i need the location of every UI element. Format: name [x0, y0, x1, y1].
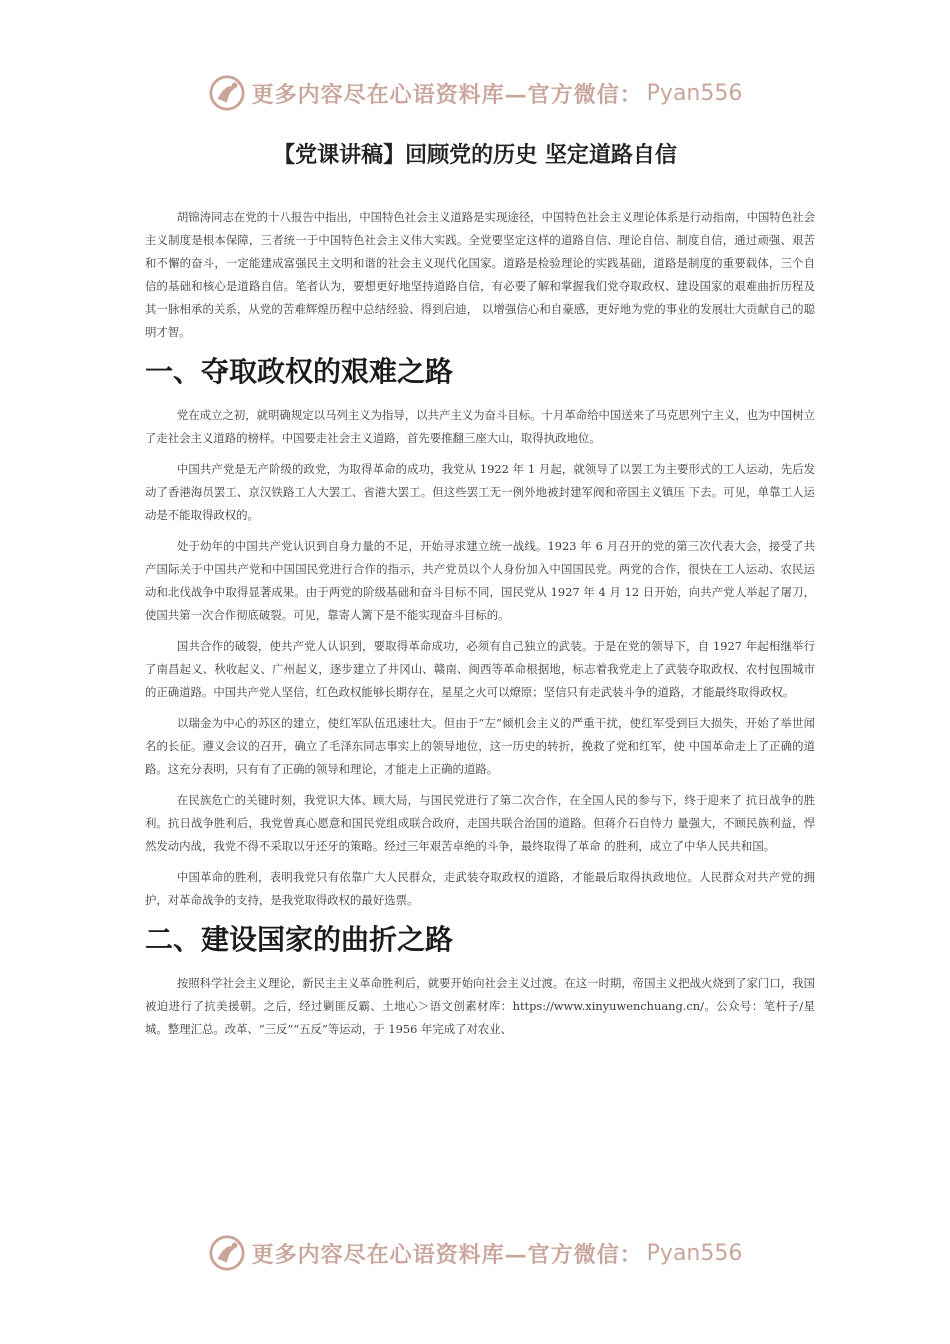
body-paragraph: 处于幼年的中国共产党认识到自身力量的不足，开始寻求建立统一战线。1923 年 6 月召开的党的第三次代表大会，接受了共产国际关于中国共产党和中国国民党进行合作的指示，共产党员以个人身份加入中国国民党。两党的合作，很快在工人运动、农民运动和北伐战争中取得显著成果。由于两党的阶级基础和奋斗目标不同，国民党从 1927 年 4 月 12 日开始，向共产党人举起了屠刀，使国共第一次合作彻底破裂。可见，靠寄人篱下是不能实现奋斗目标的。 — [145, 539, 815, 622]
banner-wechat-id: Pyan556 — [646, 80, 743, 106]
section-heading: 一、夺取政权的艰难之路 — [145, 355, 454, 388]
document-title: 【党课讲稿】回顾党的历史 坚定道路自信 — [273, 143, 677, 168]
intro-paragraph: 胡锦涛同志在党的十八报告中指出，中国特色社会主义道路是实现途径，中国特色社会主义理论体系是行动指南，中国特色社会主义制度是根本保障，三者统一于中国特色社会主义伟大实践。全党要坚定这样的道路自信、理论自信、制度自信，通过顽强、艰苦和不懈的奋斗，一定能建成富强民主文明和谐的社会主义现代化国家。道路是检验理论的实践基础，道路是制度的重要载体，三个自信的基础和核心是道路自信。笔者认为，要想更好地坚持道路自信，有必要了解和掌握我们党夺取政权、建设国家的艰难曲折历程及其一脉相承的关系，从党的苦难辉煌历程中总结经验、得到启迪， 以增强信心和自豪感，更好地为党的事业的发展壮大贡献自己的聪明才智。 — [145, 210, 815, 339]
body-paragraph: 按照科学社会主义理论，新民主主义革命胜利后，就要开始向社会主义过渡。在这一时期，帝国主义把战火烧到了家门口，我国被迫进行了抗美援朝。之后，经过剿匪反霸、土地心＞语文创素材库：https://www.xinyuwenchuang.cn/。公众号：笔杆子/星城。整理汇总。改革、“三反”“五反”等运动，于 1956 年完成了对农业、 — [145, 976, 815, 1036]
seal-logo-icon — [208, 74, 246, 112]
body-paragraph: 中国革命的胜利，表明我党只有依靠广大人民群众，走武装夺取政权的道路，才能最后取得执政地位。人民群众对共产党的拥护，对革命战争的支持，是我党取得政权的最好选票。 — [145, 870, 815, 907]
body-paragraph: 党在成立之初，就明确规定以马列主义为指导，以共产主义为奋斗目标。十月革命给中国送来了马克思列宁主义，也为中国树立了走社会主义道路的榜样。中国要走社会主义道路，首先要推翻三座大山，取得执政地位。 — [145, 408, 815, 445]
document-body — [145, 206, 815, 1049]
section-heading: 二、建设国家的曲折之路 — [145, 923, 454, 956]
header-watermark-banner — [0, 68, 950, 118]
banner-slogan: 更多内容尽在心语资料库—官方微信： — [251, 81, 643, 108]
body-paragraph: 以瑞金为中心的苏区的建立，使红军队伍迅速壮大。但由于“左”倾机会主义的严重干扰，使红军受到巨大损失，开始了举世闻名的长征。遵义会议的召开，确立了毛泽东同志事实上的领导地位，这一历史的转折，挽救了党和红军，使 中国革命走上了正确的道路。这充分表明，只有有了正确的领导和理论，才能走上正确的道路。 — [145, 716, 815, 776]
footer-watermark-banner — [0, 1228, 950, 1278]
body-paragraph: 国共合作的破裂，使共产党人认识到，要取得革命成功，必须有自己独立的武装。于是在党的领导下，自 1927 年起相继举行了南昌起义、秋收起义、广州起义，逐步建立了井冈山、赣南、闽西等革命根据地，标志着我党走上了武装夺取政权、农村包围城市的正确道路。中国共产党人坚信，红色政权能够长期存在，星星之火可以燎原；坚信只有走武装斗争的道路，才能最终取得政权。 — [145, 639, 815, 699]
banner-wechat-id: Pyan556 — [646, 1240, 743, 1266]
seal-logo-icon — [208, 1234, 246, 1272]
body-paragraph: 在民族危亡的关键时刻，我党识大体、顾大局，与国民党进行了第二次合作，在全国人民的参与下，终于迎来了 抗日战争的胜利。抗日战争胜利后，我党曾真心愿意和国民党组成联合政府，走国共联合治国的道路。但蒋介石自恃力 量强大，不顾民族利益，悍然发动内战，我党不得不采取以牙还牙的策略。经过三年艰苦卓绝的斗争，最终取得了革命 的胜利，成立了中华人民共和国。 — [145, 793, 815, 853]
banner-slogan: 更多内容尽在心语资料库—官方微信： — [251, 1241, 643, 1268]
body-paragraph: 中国共产党是无产阶级的政党，为取得革命的成功，我党从 1922 年 1 月起，就领导了以罢工为主要形式的工人运动，先后发动了香港海员罢工、京汉铁路工人大罢工、省港大罢工。但这些罢工无一例外地被封建军阀和帝国主义镇压 下去。可见，单靠工人运动是不能取得政权的。 — [145, 462, 815, 522]
